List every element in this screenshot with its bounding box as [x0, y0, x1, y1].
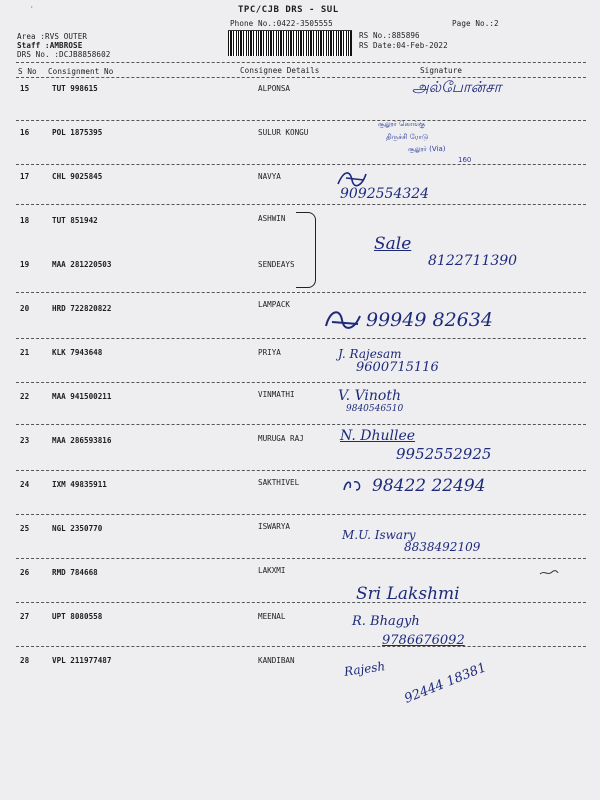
rubber-stamp — [378, 120, 490, 166]
row-sno: 24 — [20, 480, 30, 489]
row-sno: 18 — [20, 216, 30, 225]
row-signature: V. Vinoth — [338, 388, 401, 404]
row-divider — [16, 382, 586, 383]
row-consignment: TUT 851942 — [52, 216, 98, 225]
row-consignment: UPT 8080558 — [52, 612, 103, 621]
row-signature: 9092554324 — [340, 186, 430, 202]
row-divider — [16, 120, 586, 121]
row-divider — [16, 558, 586, 559]
row-consignee: LAKXMI — [258, 566, 286, 575]
row-sno: 26 — [20, 568, 30, 577]
row-signature: N. Dhullee — [340, 428, 416, 444]
row-divider — [16, 470, 586, 471]
stamp-line: திருச்சி ரோடு — [386, 133, 429, 141]
row-consignee: KANDIBAN — [258, 656, 295, 665]
row-sno: 16 — [20, 128, 30, 137]
stamp-line: சூலூர் (Via) — [408, 145, 446, 153]
row-consignment: POL 1875395 — [52, 128, 103, 137]
row-signature-phone: 8122711390 — [428, 253, 518, 269]
row-signature: Rajesh — [343, 659, 386, 679]
signature-scribble — [324, 306, 364, 332]
row-consignee: LAMPACK — [258, 300, 291, 309]
row-consignee: SULUR KONGU — [258, 128, 309, 137]
row-consignment: TUT 998615 — [52, 84, 98, 93]
row-sno: 23 — [20, 436, 30, 445]
column-header-signature: Signature — [420, 66, 463, 75]
row-consignment: KLK 7943648 — [52, 348, 103, 357]
column-header-sno: S No — [18, 67, 37, 76]
row-signature-phone: 9600715116 — [356, 360, 439, 375]
drs-number: DRS No. :DCJB8858602 — [17, 50, 111, 59]
row-sno: 17 — [20, 172, 30, 181]
row-consignment: MAA 286593816 — [52, 436, 112, 445]
column-header-consignee: Consignee Details — [240, 66, 320, 75]
row-sno: 28 — [20, 656, 30, 665]
rs-date: RS Date:04-Feb-2022 — [359, 41, 448, 50]
row-consignee: MEENAL — [258, 612, 286, 621]
bracket-mark — [296, 212, 316, 288]
signature-scribble — [342, 478, 364, 494]
row-divider — [16, 292, 586, 293]
phone-number: Phone No.:0422-3505555 — [230, 19, 333, 28]
row-divider — [16, 204, 586, 205]
row-divider — [16, 338, 586, 339]
column-header-consignment: Consignment No — [48, 67, 114, 76]
stamp-line: சூலூர் கொங்கு — [378, 120, 426, 128]
barcode — [228, 30, 352, 56]
row-consignee: MURUGA RAJ — [258, 434, 304, 443]
row-sno: 22 — [20, 392, 30, 401]
row-signature: M.U. Iswary — [342, 528, 416, 542]
row-sno: 19 — [20, 260, 30, 269]
row-consignment: NGL 2350770 — [52, 524, 103, 533]
row-consignment: CHL 9025845 — [52, 172, 103, 181]
row-consignee: ASHWIN — [258, 214, 286, 223]
row-divider — [16, 424, 586, 425]
area-label: Area :RVS OUTER — [17, 32, 88, 41]
row-consignee: SENDEAYS — [258, 260, 295, 269]
sheet-title: TPC/CJB DRS - SUL — [238, 5, 339, 15]
row-sno: 27 — [20, 612, 30, 621]
row-consignment: MAA 281220503 — [52, 260, 112, 269]
row-consignee: ALPONSA — [258, 84, 291, 93]
row-sno: 25 — [20, 524, 30, 533]
row-signature-phone: 9786676092 — [382, 633, 465, 648]
row-signature-phone: 92444 18381 — [402, 660, 489, 707]
row-signature: Sale — [374, 234, 412, 254]
row-divider — [16, 164, 586, 165]
staff-label: Staff :AMBROSE — [17, 41, 83, 50]
row-consignee: ISWARYA — [258, 522, 291, 531]
row-consignment: IXM 49835911 — [52, 480, 107, 489]
row-consignee: PRIYA — [258, 348, 281, 357]
row-consignment: MAA 941500211 — [52, 392, 112, 401]
row-consignee: SAKTHIVEL — [258, 478, 300, 487]
row-sno: 21 — [20, 348, 30, 357]
row-consignee: NAVYA — [258, 172, 281, 181]
margin-mark — [538, 568, 560, 578]
row-signature: R. Bhagyh — [352, 614, 420, 629]
rs-number: RS No.:885896 — [359, 31, 420, 40]
row-consignment: RMD 784668 — [52, 568, 98, 577]
row-signature: 98422 22494 — [372, 476, 486, 496]
row-sno: 20 — [20, 304, 30, 313]
row-signature-phone: 9952552925 — [396, 445, 492, 463]
row-divider — [16, 602, 586, 603]
stamp-line: 160 — [458, 156, 472, 164]
row-consignee: VINMATHI — [258, 390, 295, 399]
row-signature-phone: 8838492109 — [404, 540, 481, 554]
row-signature: Sri Lakshmi — [356, 584, 460, 604]
row-consignment: VPL 211977487 — [52, 656, 112, 665]
row-signature: 99949 82634 — [366, 309, 493, 331]
row-consignment: HRD 722820822 — [52, 304, 112, 313]
row-divider — [16, 646, 586, 647]
row-signature-phone: 9840546510 — [346, 404, 404, 414]
row-signature: அல்போன்சா — [412, 78, 502, 96]
row-divider — [16, 514, 586, 515]
page-number: Page No.:2 — [452, 19, 499, 28]
row-sno: 15 — [20, 84, 30, 93]
row-signature: J. Rajesam — [338, 347, 402, 361]
corner-mark: · — [30, 4, 34, 11]
header-top-rule — [16, 62, 586, 63]
